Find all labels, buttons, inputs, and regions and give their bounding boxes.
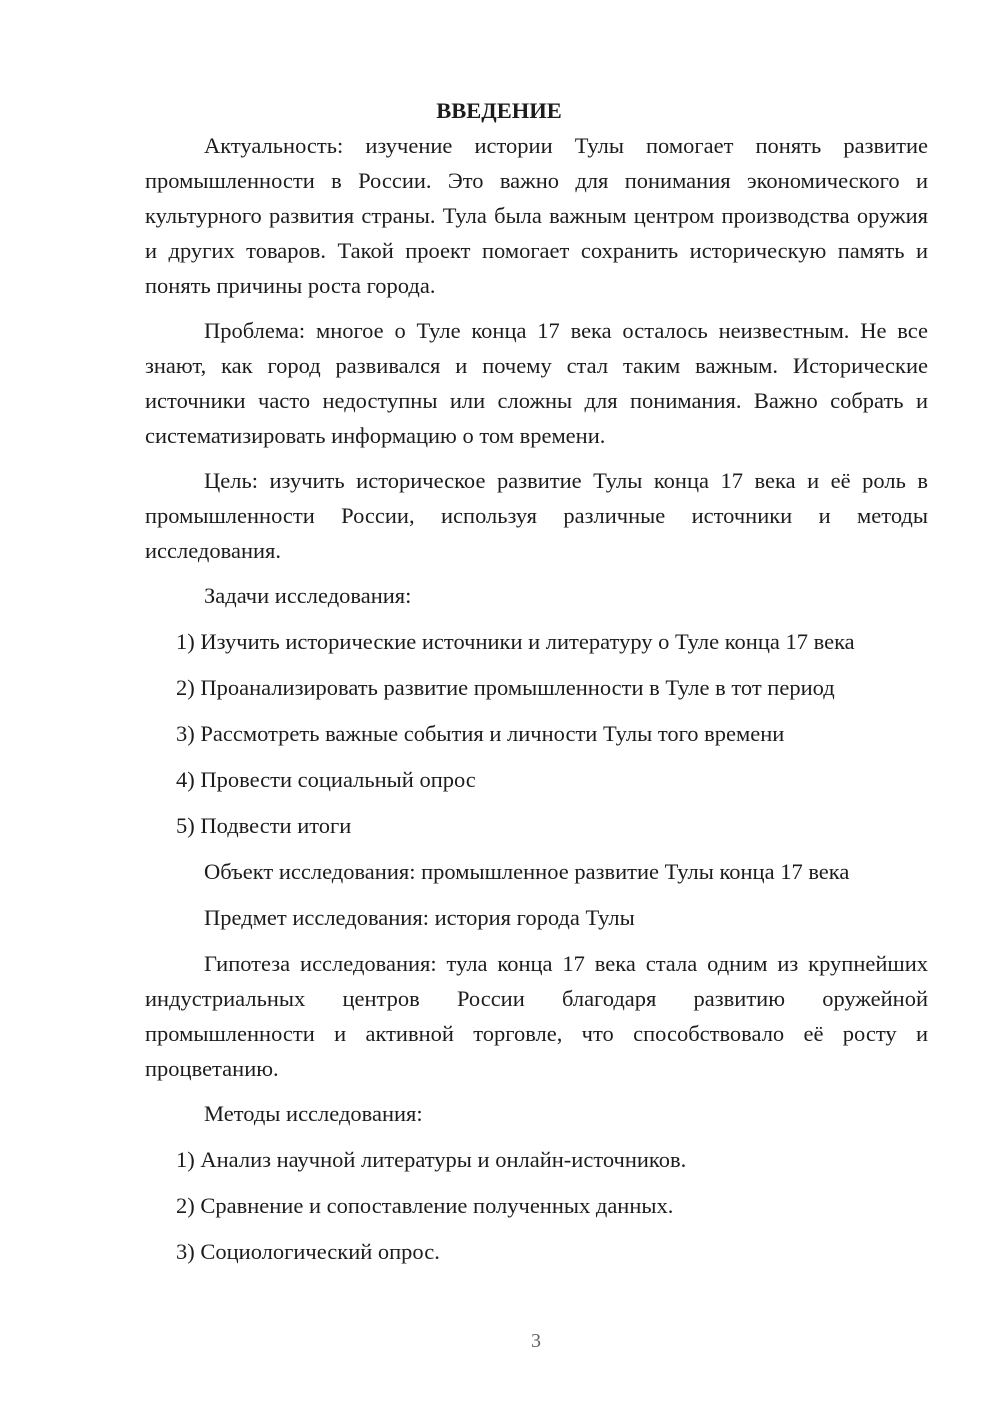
task-item: 3) Рассмотреть важные события и личности Тулы того времени [176, 721, 785, 746]
section-title: ВВЕДЕНИЕ [436, 98, 562, 123]
research-object: Объект исследования: промышленное развитие Тулы конца 17 века [204, 859, 850, 884]
task-item: 2) Проанализировать развитие промышленности в Туле в тот период [176, 675, 835, 700]
method-item: 1) Анализ научной литературы и онлайн-источников. [176, 1147, 687, 1172]
page-number: 3 [531, 1330, 541, 1352]
method-item: 2) Сравнение и сопоставление полученных данных. [176, 1193, 674, 1218]
hypothesis-paragraph: Гипотеза исследования: тула конца 17 века стала одним из крупнейших индустриальных центров России благодаря развитию оружейной промышленности и активной торговле, что способствовало её росту и процветанию. [145, 951, 928, 1081]
page-content [145, 93, 928, 1280]
method-item: 3) Социологический опрос. [176, 1239, 440, 1264]
problem-paragraph: Проблема: многое о Туле конца 17 века осталось неизвестным. Не все знают, как город развивался и почему стал таким важным. Исторические источники часто недоступны или сложны для понимания. Важно собрать и систематизировать информацию о том времени. [145, 318, 928, 448]
task-item: 4) Провести социальный опрос [176, 767, 476, 792]
research-subject: Предмет исследования: история города Тулы [204, 905, 635, 930]
relevance-paragraph: Актуальность: изучение истории Тулы помогает понять развитие промышленности в России. Это важно для понимания экономического и культурного развития страны. Тула была важным центром производства оружия и других товаров. Такой проект помогает сохранить историческую память и понять причины роста города. [145, 133, 928, 298]
methods-heading: Методы исследования: [204, 1101, 423, 1126]
tasks-heading: Задачи исследования: [204, 583, 412, 608]
task-item: 5) Подвести итоги [176, 813, 352, 838]
task-item: 1) Изучить исторические источники и литературу о Туле конца 17 века [176, 629, 855, 654]
goal-paragraph: Цель: изучить историческое развитие Тулы конца 17 века и её роль в промышленности России, используя различные источники и методы исследования. [145, 468, 928, 563]
